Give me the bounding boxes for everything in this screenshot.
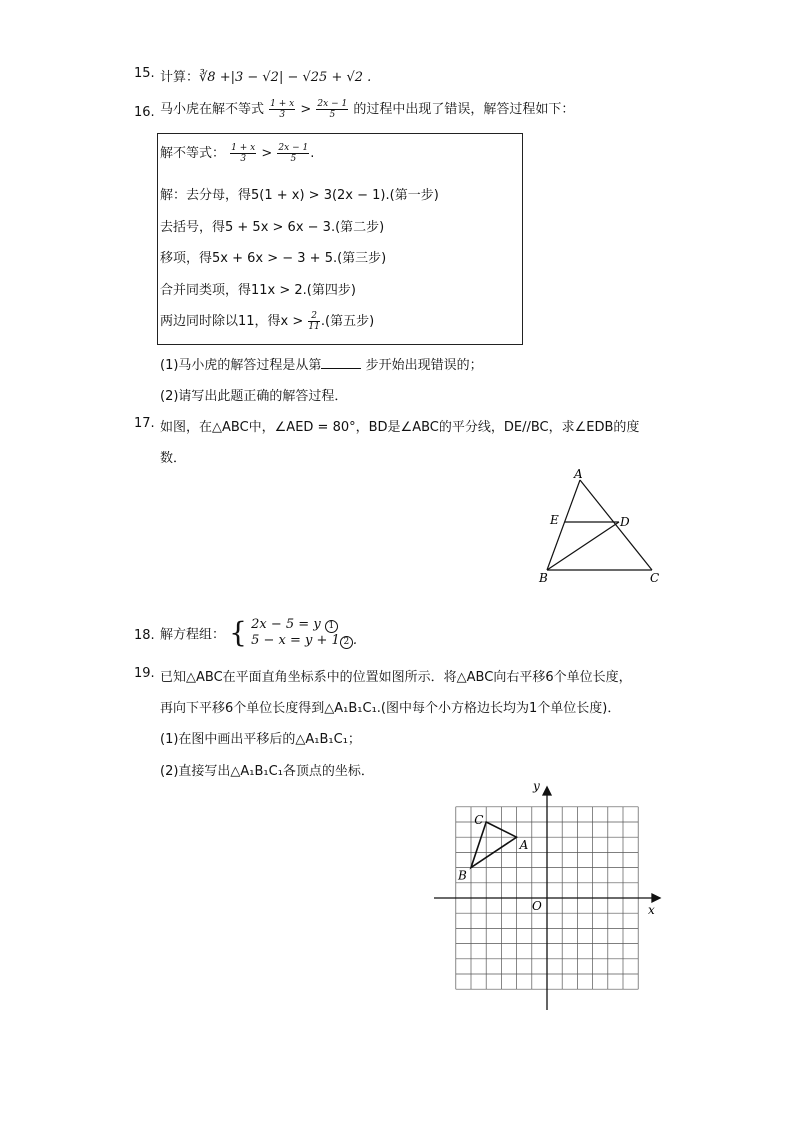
label-d: D bbox=[620, 515, 630, 529]
coordinate-grid bbox=[430, 778, 670, 1016]
triangle-abc bbox=[471, 822, 517, 868]
question-19-number: 19. bbox=[134, 666, 155, 681]
question-17-line-2: 数． bbox=[160, 451, 187, 466]
greater-than-sign: > bbox=[300, 102, 312, 117]
y-axis-label: y bbox=[533, 779, 540, 793]
point-c-label: C bbox=[474, 813, 484, 827]
label-c: C bbox=[650, 571, 660, 585]
question-16-intro bbox=[160, 98, 574, 120]
solution-line-1: 解不等式： $\frac{1 + x}{3}$ > $\frac{2x - 1}{5}$ . bbox=[160, 143, 315, 164]
question-15-text bbox=[160, 66, 371, 85]
y-axis-arrow bbox=[543, 787, 551, 795]
system-brace: { bbox=[229, 616, 247, 649]
question-15-number: 15. bbox=[134, 66, 155, 81]
question-18-number: 18. bbox=[134, 628, 155, 643]
point-a-label: A bbox=[519, 838, 529, 853]
side-ac bbox=[580, 480, 652, 570]
equation-1: 2x − 5 = y 1 bbox=[251, 617, 357, 633]
question-16-intro-a: 马小虎在解不等式 bbox=[160, 102, 265, 117]
solution-line-4: 移项，得5x + 6x > − 3 + 5.(第三步) bbox=[160, 251, 387, 266]
fraction-2-11: $\frac{2}{11}$ bbox=[308, 311, 320, 332]
segment-bd bbox=[547, 522, 619, 570]
question-16-intro-b: 的过程中出现了错误，解答过程如下： bbox=[353, 102, 575, 117]
answer-blank[interactable] bbox=[321, 356, 361, 369]
question-19-part-2: (2)直接写出△A₁B₁C₁各顶点的坐标． bbox=[160, 764, 374, 779]
question-19-line-2: 再向下平移6个单位长度得到△A₁B₁C₁.(图中每个小方格边长均为1个单位长度)． bbox=[160, 701, 621, 716]
label-b: B bbox=[539, 571, 548, 585]
equation-system bbox=[251, 617, 357, 649]
fraction-1-box: $\frac{1 + x}{3}$ bbox=[231, 143, 256, 164]
question-17-line-1: 如图，在△ABC中，∠AED = 80°，BD是∠ABC的平分线，DE//BC，求∠EDB的度 bbox=[160, 420, 640, 435]
triangle-abc-outline bbox=[471, 822, 517, 868]
question-18-text: 解方程组： { 2x − 5 = y 1 5 − x = y + 1 2 . bbox=[160, 616, 357, 649]
fraction-1: $\frac{1 + x}{3}$ bbox=[270, 99, 295, 120]
question-16-number: 16. bbox=[134, 105, 155, 120]
origin-label: O bbox=[532, 899, 542, 913]
x-axis-arrow bbox=[652, 894, 660, 902]
question-15-expression: ∛8 +|3 − √2| − √25 + √2 . bbox=[199, 70, 372, 85]
question-19-part-1: (1)在图中画出平移后的△A₁B₁C₁； bbox=[160, 732, 361, 747]
fraction-2-box: $\frac{2x - 1}{5}$ bbox=[278, 143, 309, 164]
x-axis-label: x bbox=[648, 903, 655, 917]
question-16-part-2: (2)请写出此题正确的解答过程． bbox=[160, 389, 348, 404]
label-e: E bbox=[550, 513, 559, 527]
question-15-label: 计算： bbox=[160, 70, 200, 85]
fraction-2: $\frac{2x - 1}{5}$ bbox=[317, 99, 348, 120]
question-19-line-1: 已知△ABC在平面直角坐标系中的位置如图所示．将△ABC向右平移6个单位长度， bbox=[160, 670, 632, 685]
solution-line-3: 去括号，得5 + 5x > 6x − 3.(第二步) bbox=[160, 220, 385, 235]
solution-line-5: 合并同类项，得11x > 2.(第四步) bbox=[160, 283, 356, 298]
solution-line-6: 两边同时除以11，得x > $\frac{2}{11}$ .(第五步) bbox=[160, 311, 375, 332]
point-b-label: B bbox=[458, 868, 467, 883]
question-16-part-1: (1)马小虎的解答过程是从第 步开始出现错误的； bbox=[160, 358, 483, 373]
equation-2: 5 − x = y + 1 2 . bbox=[251, 633, 357, 648]
question-17-number: 17. bbox=[134, 416, 155, 431]
triangle-figure bbox=[530, 466, 670, 586]
solution-line-2: 解：去分母，得5(1 + x) > 3(2x − 1).(第一步) bbox=[160, 188, 439, 203]
label-a: A bbox=[574, 467, 583, 481]
